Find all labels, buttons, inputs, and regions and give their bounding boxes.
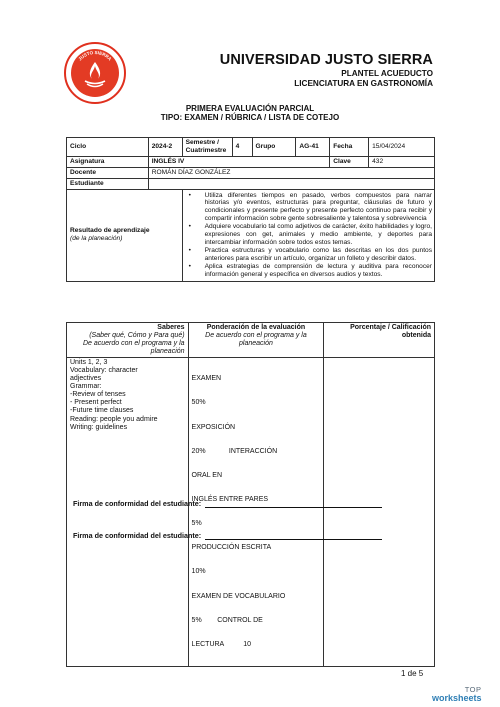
brand-top: TOP xyxy=(464,685,482,694)
signature-field-2[interactable] xyxy=(205,532,382,540)
saberes-title: Saberes xyxy=(157,324,185,331)
evaluation-title: PRIMERA EVALUACIÓN PARCIAL xyxy=(185,104,315,113)
university-name: UNIVERSIDAD JUSTO SIERRA xyxy=(219,52,433,68)
brand-logo xyxy=(432,686,482,703)
ponderacion-item: ORAL EN xyxy=(191,471,223,479)
signature-line-2 xyxy=(73,531,382,540)
ponderacion-item: LECTURA 10 xyxy=(191,640,252,648)
saberes-sub2: De acuerdo con el programa y la planeación xyxy=(82,340,185,356)
university-header xyxy=(220,52,433,88)
saberes-header xyxy=(67,323,189,358)
clave-value: 432 xyxy=(369,156,435,167)
grupo-label: Grupo xyxy=(252,138,296,157)
page-number: 1 de 5 xyxy=(401,669,424,678)
flame-icon xyxy=(66,44,124,102)
porcentaje-header: Porcentaje / Calificación obtenida xyxy=(324,323,435,358)
ponderacion-item: 5% CONTROL DE xyxy=(191,616,263,624)
saberes-item: Reading: people you admire xyxy=(70,415,158,423)
ponderacion-item: INGLÉS ENTRE PARES xyxy=(191,495,269,503)
ponderacion-sub: De acuerdo con el programa y la planeación xyxy=(205,332,307,348)
saberes-item: Vocabulary: character xyxy=(70,367,138,375)
docente-value: ROMÁN DÍAZ GONZÁLEZ xyxy=(148,167,434,178)
objectives-list xyxy=(183,192,432,279)
svg-text:JUSTO SIERRA xyxy=(77,50,113,62)
signature-line-1 xyxy=(73,499,382,508)
docente-label: Docente xyxy=(67,167,149,178)
signature-label-1: Firma de conformidad del estudiante: xyxy=(73,499,202,508)
ponderacion-item: 10% xyxy=(191,568,206,576)
resultado-cell xyxy=(67,189,183,281)
ponderacion-item: EXPOSICIÓN xyxy=(191,423,236,431)
signature-label-2: Firma de conformidad del estudiante: xyxy=(73,531,202,540)
brand-bottom: worksheets xyxy=(432,692,482,703)
ponderacion-item: EXAMEN DE VOCABULARIO xyxy=(191,592,286,600)
ponderacion-title: Ponderación de la evaluación xyxy=(206,324,306,331)
saberes-item: -Review of tenses xyxy=(70,391,126,399)
objective-item: • Aplica estrategias de comprensión de lectura y auditiva para reconocer información general y específica en diversos audios y textos. xyxy=(183,263,432,279)
ponderacion-cell xyxy=(188,358,324,667)
saberes-item: Writing: guidelines xyxy=(70,423,128,431)
university-logo xyxy=(64,42,126,104)
saberes-item: - Present perfect xyxy=(70,399,122,407)
objectives-cell xyxy=(182,189,434,281)
ponderacion-item: EXAMEN xyxy=(191,375,222,383)
ponderacion-header xyxy=(188,323,324,358)
signature-field-1[interactable] xyxy=(205,500,382,508)
asignatura-value: INGLÉS IV xyxy=(148,156,330,167)
estudiante-field[interactable] xyxy=(148,178,434,189)
resultado-label: Resultado de aprendizaje xyxy=(70,227,150,235)
fecha-value: 15/04/2024 xyxy=(369,138,435,157)
objective-item: • Practica estructuras y vocabulario como las descritas en los dos puntos anteriores para escribir un artículo, organizar un folleto y describir datos. xyxy=(183,247,432,263)
ponderacion-item: 5% xyxy=(191,520,202,528)
saberes-item: adjectives xyxy=(70,375,102,383)
evaluation-type: TIPO: EXAMEN / RÚBRICA / LISTA DE COTEJO xyxy=(160,113,340,122)
semestre-label: Semestre / Cuatrimestre xyxy=(182,138,232,157)
logo-text: JUSTO SIERRA xyxy=(77,49,113,62)
fecha-label: Fecha xyxy=(330,138,369,157)
campus-name: PLANTEL ACUEDUCTO xyxy=(341,69,433,78)
objective-item: • Adquiere vocabulario tal como adjetivos de carácter, éxito habilidades y logro, expresiones con get, animales y medio ambiente, y deportes para intercambiar información sobre todos estos temas. xyxy=(183,223,432,247)
ciclo-value: 2024-2 xyxy=(148,138,182,157)
resultado-sub: (de la planeación) xyxy=(70,235,123,243)
semestre-value: 4 xyxy=(232,138,252,157)
asignatura-label: Asignatura xyxy=(67,156,149,167)
ponderacion-item: 50% xyxy=(191,399,206,407)
saberes-item: Units 1, 2, 3 xyxy=(70,359,108,367)
ponderacion-item: PRODUCCIÓN ESCRITA xyxy=(191,544,272,552)
saberes-cell xyxy=(67,358,189,667)
saberes-sub1: (Saber qué, Cómo y Para qué) xyxy=(89,332,185,340)
porcentaje-cell[interactable] xyxy=(324,358,435,667)
objective-item: • Utiliza diferentes tiempos en pasado, verbos compuestos para narrar historias y/o eventos, estructuras para preguntar, cláusulas de futuro y condicionales y presente perfecto y presente perfecto continuo para recibir y compartir información sobre gente sobresaliente y talentosa y sobrevivencia xyxy=(183,192,432,224)
estudiante-label: Estudiante xyxy=(67,178,149,189)
program-name: LICENCIATURA EN GASTRONOMÍA xyxy=(294,79,433,88)
grading-table xyxy=(66,322,435,667)
grupo-value: AG-41 xyxy=(296,138,330,157)
course-info-table xyxy=(66,137,435,282)
ponderacion-item: 20% INTERACCIÓN xyxy=(191,447,278,455)
saberes-item: -Future time clauses xyxy=(70,407,134,415)
saberes-item: Grammar: xyxy=(70,383,102,391)
ciclo-label: Ciclo xyxy=(67,138,149,157)
clave-label: Clave xyxy=(330,156,369,167)
